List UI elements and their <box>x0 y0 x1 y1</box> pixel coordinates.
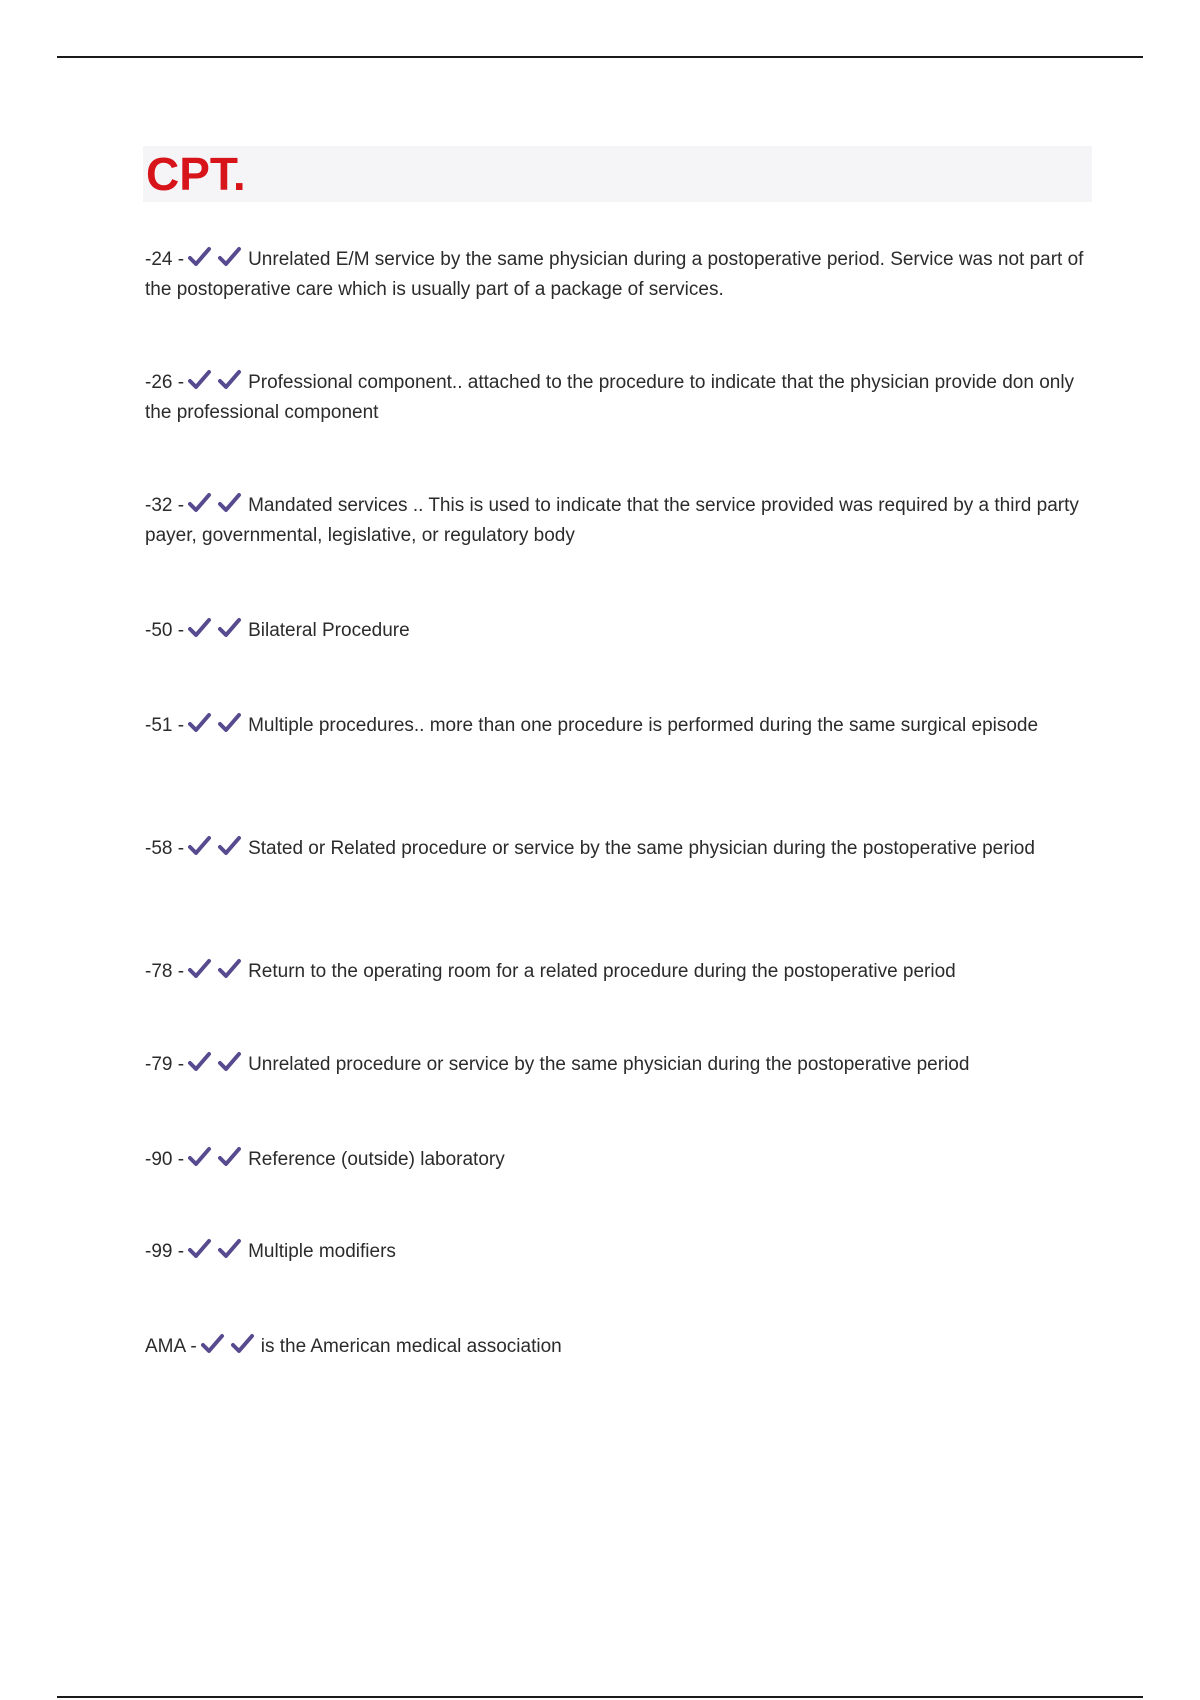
entry-definition: Professional component.. attached to the procedure to indicate that the physician provide don only the professional component <box>145 372 1075 423</box>
checkmark-icon <box>201 1333 225 1355</box>
list-item <box>145 834 1085 864</box>
checkmark-icon <box>188 617 212 639</box>
entry-definition: Stated or Related procedure or service by the same physician during the postoperative period <box>248 838 1035 859</box>
checkmark-icon <box>231 1333 255 1355</box>
checkmark-icon <box>188 958 212 980</box>
entry-term: AMA - <box>145 1336 197 1357</box>
entry-term: -99 - <box>145 1241 185 1262</box>
list-item <box>145 1050 1085 1080</box>
list-item <box>145 616 1085 646</box>
checkmark-icon <box>218 246 242 268</box>
entry-definition: Bilateral Procedure <box>248 620 410 641</box>
checkmark-icon <box>188 1051 212 1073</box>
checkmark-icon <box>218 958 242 980</box>
entry-definition: Return to the operating room for a related procedure during the postoperative period <box>248 961 956 982</box>
entry-term: -78 - <box>145 961 185 982</box>
page-title: CPT. <box>146 148 246 200</box>
entry-definition: Unrelated E/M service by the same physician during a postoperative period. Service was not part of the postoperative care which is usually part of a package of services. <box>145 249 1084 300</box>
checkmark-icon <box>218 835 242 857</box>
top-rule <box>57 56 1143 58</box>
title-bar <box>143 146 1092 202</box>
entry-definition: is the American medical association <box>260 1336 562 1357</box>
entry-definition: Reference (outside) laboratory <box>248 1149 505 1170</box>
entry-definition: Unrelated procedure or service by the same physician during the postoperative period <box>248 1054 970 1075</box>
checkmark-icon <box>188 1238 212 1260</box>
checkmark-icon <box>218 1146 242 1168</box>
entry-term: -32 - <box>145 495 185 516</box>
checkmark-icon <box>218 492 242 514</box>
entry-definition: Multiple procedures.. more than one procedure is performed during the same surgical episode <box>248 715 1039 736</box>
entry-definition: Mandated services .. This is used to indicate that the service provided was required by a third party payer, governmental, legislative, or regulatory body <box>145 495 1079 546</box>
checkmark-icon <box>218 369 242 391</box>
list-item <box>145 1332 1085 1362</box>
bottom-rule <box>57 1696 1143 1698</box>
checkmark-icon <box>218 1238 242 1260</box>
entry-term: -58 - <box>145 838 185 859</box>
entry-term: -79 - <box>145 1054 185 1075</box>
checkmark-icon <box>188 492 212 514</box>
checkmark-icon <box>188 1146 212 1168</box>
checkmark-icon <box>188 246 212 268</box>
entry-term: -90 - <box>145 1149 185 1170</box>
list-item <box>145 711 1085 741</box>
checkmark-icon <box>218 617 242 639</box>
checkmark-icon <box>188 835 212 857</box>
entry-term: -26 - <box>145 372 185 393</box>
checkmark-icon <box>218 1051 242 1073</box>
entry-term: -24 - <box>145 249 185 270</box>
list-item <box>145 368 1085 428</box>
list-item <box>145 1237 1085 1267</box>
entry-term: -51 - <box>145 715 185 736</box>
list-item <box>145 957 1085 987</box>
entry-definition: Multiple modifiers <box>248 1241 396 1262</box>
entry-term: -50 - <box>145 620 185 641</box>
list-item <box>145 245 1085 305</box>
checkmark-icon <box>188 712 212 734</box>
checkmark-icon <box>218 712 242 734</box>
list-item <box>145 1145 1085 1175</box>
checkmark-icon <box>188 369 212 391</box>
list-item <box>145 491 1085 551</box>
